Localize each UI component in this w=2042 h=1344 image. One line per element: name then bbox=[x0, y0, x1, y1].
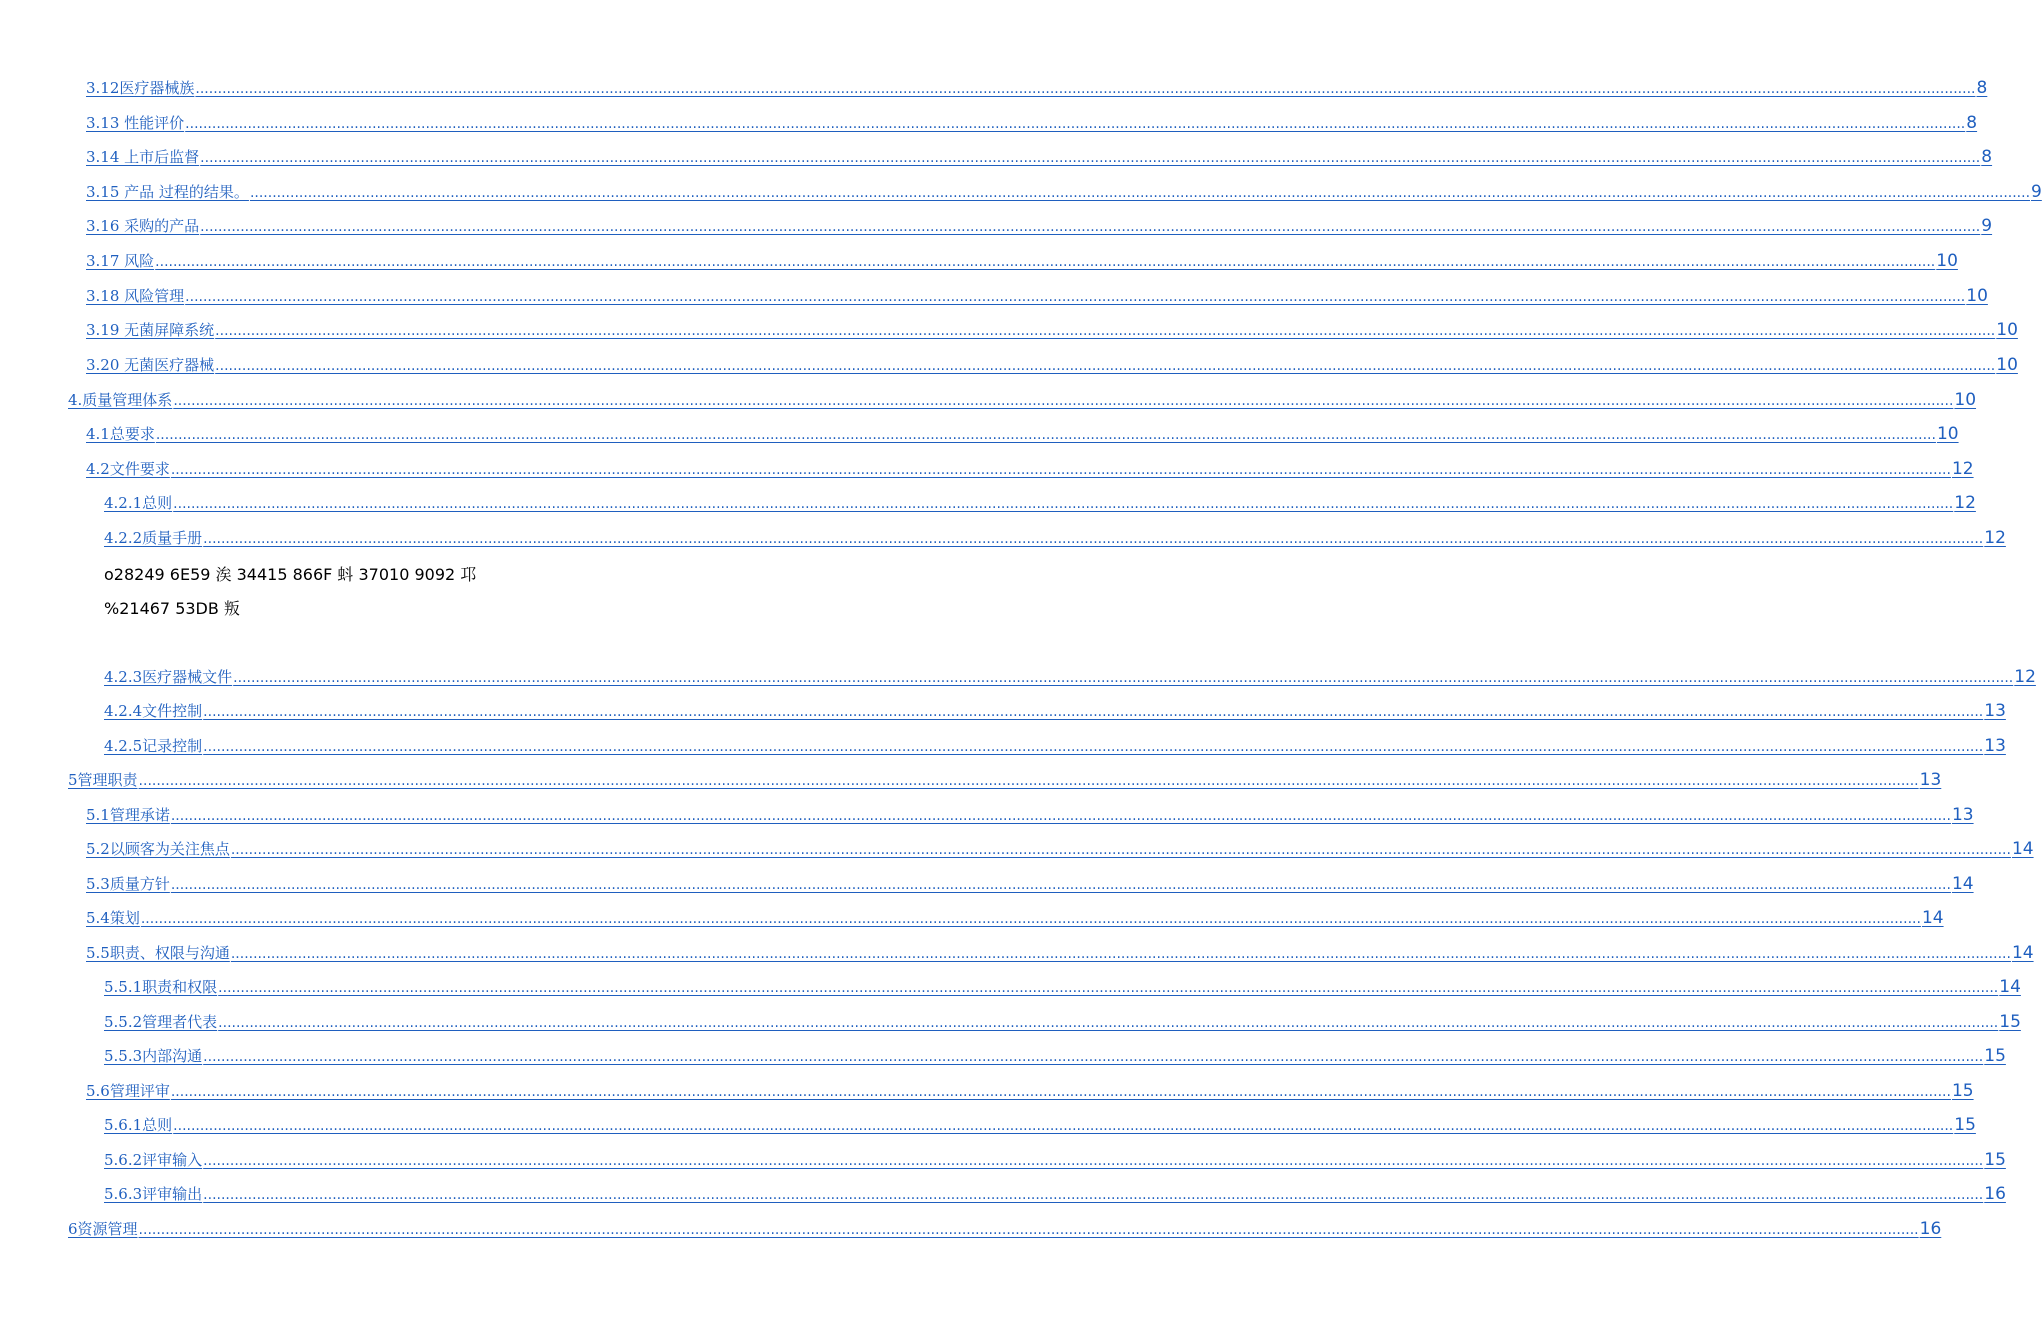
toc-entry-label: 5管理职责 bbox=[68, 771, 138, 789]
toc-entry[interactable] bbox=[68, 389, 1977, 410]
toc-leader-dots: ................................................................................................................................................................................................................................................................................................................................................................................................................ bbox=[215, 323, 1996, 339]
toc-entry[interactable] bbox=[86, 319, 2018, 340]
toc-entry-label: 4.质量管理体系 bbox=[68, 391, 173, 409]
toc-entry[interactable] bbox=[68, 1218, 1942, 1239]
toc-entry[interactable] bbox=[86, 215, 1993, 236]
toc-leader-dots: ................................................................................................................................................................................................................................................................................................................................................................................................................ bbox=[155, 254, 1936, 270]
toc-entry-label: 3.20 无菌医疗器械 bbox=[86, 356, 215, 374]
toc-entry-page-number: 12 bbox=[1951, 459, 1974, 479]
toc-entry-page-number: 10 bbox=[1966, 286, 1988, 306]
toc-entry-page-number: 14 bbox=[1999, 977, 2021, 997]
toc-entry-label: 5.5.2管理者代表 bbox=[104, 1013, 218, 1031]
toc-entry-page-number: 15 bbox=[1954, 1115, 1976, 1135]
toc-entry[interactable] bbox=[104, 700, 2006, 721]
toc-entry[interactable] bbox=[86, 838, 2034, 859]
toc-entry-label: 5.5.3内部沟通 bbox=[104, 1047, 203, 1065]
toc-entry[interactable] bbox=[86, 1080, 1974, 1101]
toc-entry-page-number: 13 bbox=[1919, 770, 1942, 790]
toc-entry-page-number: 16 bbox=[1984, 1184, 2006, 1204]
toc-entry-label: 4.2.5记录控制 bbox=[104, 737, 203, 755]
toc-entry[interactable] bbox=[104, 1114, 1976, 1135]
toc-entry[interactable] bbox=[86, 181, 2042, 202]
toc-entry-label: 3.12医疗器械族 bbox=[86, 79, 195, 97]
toc-entry-page-number: 15 bbox=[1951, 1081, 1974, 1101]
toc-entry-label: 5.5职责、权限与沟通 bbox=[86, 944, 230, 962]
toc-leader-dots: ................................................................................................................................................................................................................................................................................................................................................................................................................ bbox=[203, 1153, 1984, 1169]
toc-entry[interactable] bbox=[86, 250, 1958, 271]
toc-leader-dots: ................................................................................................................................................................................................................................................................................................................................................................................................................ bbox=[203, 1049, 1984, 1065]
toc-entry-label: 4.1总要求 bbox=[86, 425, 155, 443]
toc-leader-dots: ................................................................................................................................................................................................................................................................................................................................................................................................................ bbox=[138, 773, 1919, 789]
toc-entry-label: 3.18 风险管理 bbox=[86, 287, 185, 305]
toc-leader-dots: ................................................................................................................................................................................................................................................................................................................................................................................................................ bbox=[155, 427, 1936, 443]
toc-entry-page-number: 10 bbox=[1954, 390, 1977, 410]
toc-entry[interactable] bbox=[86, 285, 1988, 306]
toc-entry-page-number: 10 bbox=[1996, 320, 2018, 340]
toc-leader-dots: ................................................................................................................................................................................................................................................................................................................................................................................................................ bbox=[233, 670, 2014, 686]
toc-entry[interactable] bbox=[86, 873, 1974, 894]
toc-leader-dots: ................................................................................................................................................................................................................................................................................................................................................................................................................ bbox=[195, 81, 1976, 97]
toc-entry-page-number: 14 bbox=[2011, 943, 2034, 963]
toc-entry-page-number: 13 bbox=[1984, 701, 2006, 721]
garbled-text-line: %21467 53DB 叛 bbox=[104, 599, 240, 618]
toc-entry-page-number: 15 bbox=[1984, 1046, 2006, 1066]
toc-leader-dots: ................................................................................................................................................................................................................................................................................................................................................................................................................ bbox=[203, 1187, 1984, 1203]
toc-leader-dots: ................................................................................................................................................................................................................................................................................................................................................................................................................ bbox=[218, 1015, 1999, 1031]
toc-entry-page-number: 14 bbox=[1951, 874, 1974, 894]
toc-leader-dots: ................................................................................................................................................................................................................................................................................................................................................................................................................ bbox=[185, 116, 1966, 132]
toc-leader-dots: ................................................................................................................................................................................................................................................................................................................................................................................................................ bbox=[170, 462, 1951, 478]
toc-entry-label: 4.2.2质量手册 bbox=[104, 529, 203, 547]
toc-leader-dots: ................................................................................................................................................................................................................................................................................................................................................................................................................ bbox=[185, 289, 1966, 305]
toc-entry-label: 5.6.2评审输入 bbox=[104, 1151, 203, 1169]
toc-entry[interactable] bbox=[86, 423, 1959, 444]
toc-leader-dots: ................................................................................................................................................................................................................................................................................................................................................................................................................ bbox=[203, 531, 1984, 547]
toc-leader-dots: ................................................................................................................................................................................................................................................................................................................................................................................................................ bbox=[203, 739, 1984, 755]
toc-entry-label: 5.6.3评审输出 bbox=[104, 1185, 203, 1203]
toc-entry-label: 4.2.4文件控制 bbox=[104, 702, 203, 720]
toc-leader-dots: ................................................................................................................................................................................................................................................................................................................................................................................................................ bbox=[218, 980, 1999, 996]
toc-entry[interactable] bbox=[104, 976, 2021, 997]
toc-entry-label: 5.3质量方针 bbox=[86, 875, 170, 893]
toc-leader-dots: ................................................................................................................................................................................................................................................................................................................................................................................................................ bbox=[173, 1118, 1954, 1134]
toc-entry[interactable] bbox=[104, 1011, 2021, 1032]
toc-entry-label: 5.6管理评审 bbox=[86, 1082, 170, 1100]
toc-leader-dots: ................................................................................................................................................................................................................................................................................................................................................................................................................ bbox=[215, 358, 1996, 374]
toc-entry-label: 5.6.1总则 bbox=[104, 1116, 173, 1134]
toc-entry-label: 6资源管理 bbox=[68, 1220, 138, 1238]
toc-entry-page-number: 15 bbox=[1984, 1150, 2006, 1170]
toc-entry[interactable] bbox=[104, 492, 1976, 513]
toc-entry-page-number: 9 bbox=[1981, 216, 1993, 236]
toc-entry-page-number: 9 bbox=[2031, 182, 2042, 202]
toc-entry-page-number: 10 bbox=[1936, 251, 1958, 271]
toc-entry-label: 5.1管理承诺 bbox=[86, 806, 170, 824]
toc-leader-dots: ................................................................................................................................................................................................................................................................................................................................................................................................................ bbox=[249, 185, 2031, 201]
toc-entry-page-number: 12 bbox=[1984, 528, 2006, 548]
toc-entry[interactable] bbox=[104, 735, 2006, 756]
toc-entry-page-number: 8 bbox=[1976, 78, 1988, 98]
toc-entry-page-number: 10 bbox=[1936, 424, 1959, 444]
toc-entry-label: 3.16 采购的产品 bbox=[86, 217, 200, 235]
toc-entry[interactable] bbox=[86, 112, 1978, 133]
toc-entry-page-number: 13 bbox=[1984, 736, 2006, 756]
toc-entry-page-number: 8 bbox=[1981, 147, 1993, 167]
toc-entry[interactable] bbox=[104, 1045, 2006, 1066]
toc-entry-label: 4.2.1总则 bbox=[104, 494, 173, 512]
toc-entry-page-number: 13 bbox=[1951, 805, 1974, 825]
garbled-text-line: o28249 6E59 涘 34415 866F 蚪 37010 9092 邛 bbox=[104, 565, 477, 584]
toc-entry-label: 4.2文件要求 bbox=[86, 460, 170, 478]
toc-entry-label: 3.19 无菌屏障系统 bbox=[86, 321, 215, 339]
toc-entry[interactable] bbox=[86, 354, 2018, 375]
toc-entry[interactable] bbox=[86, 146, 1993, 167]
toc-entry-label: 3.15 产品 过程的结果。 bbox=[86, 183, 249, 201]
toc-leader-dots: ................................................................................................................................................................................................................................................................................................................................................................................................................ bbox=[173, 393, 1954, 409]
toc-leader-dots: ................................................................................................................................................................................................................................................................................................................................................................................................................ bbox=[170, 1084, 1951, 1100]
toc-entry-label: 5.4策划 bbox=[86, 909, 140, 927]
toc-entry-page-number: 15 bbox=[1999, 1012, 2021, 1032]
toc-leader-dots: ................................................................................................................................................................................................................................................................................................................................................................................................................ bbox=[170, 877, 1951, 893]
toc-leader-dots: ................................................................................................................................................................................................................................................................................................................................................................................................................ bbox=[138, 1222, 1919, 1238]
toc-leader-dots: ................................................................................................................................................................................................................................................................................................................................................................................................................ bbox=[200, 150, 1981, 166]
toc-entry[interactable] bbox=[86, 77, 1988, 98]
toc-entry-label: 3.14 上市后监督 bbox=[86, 148, 200, 166]
toc-entry-label: 3.13 性能评价 bbox=[86, 114, 185, 132]
toc-entry[interactable] bbox=[104, 666, 2036, 687]
toc-entry[interactable] bbox=[104, 1183, 2006, 1204]
toc-leader-dots: ................................................................................................................................................................................................................................................................................................................................................................................................................ bbox=[230, 946, 2011, 962]
toc-entry-label: 5.2以顾客为关注焦点 bbox=[86, 840, 230, 858]
toc-entry-page-number: 12 bbox=[1954, 493, 1976, 513]
toc-entry[interactable] bbox=[86, 907, 1944, 928]
toc-leader-dots: ................................................................................................................................................................................................................................................................................................................................................................................................................ bbox=[173, 496, 1954, 512]
toc-entry[interactable] bbox=[86, 942, 2034, 963]
toc-entry-label: 5.5.1职责和权限 bbox=[104, 978, 218, 996]
toc-entry-label: 4.2.3医疗器械文件 bbox=[104, 668, 233, 686]
toc-leader-dots: ................................................................................................................................................................................................................................................................................................................................................................................................................ bbox=[200, 219, 1981, 235]
toc-entry-page-number: 16 bbox=[1919, 1219, 1942, 1239]
toc-leader-dots: ................................................................................................................................................................................................................................................................................................................................................................................................................ bbox=[230, 842, 2011, 858]
toc-leader-dots: ................................................................................................................................................................................................................................................................................................................................................................................................................ bbox=[203, 704, 1984, 720]
toc-entry[interactable] bbox=[104, 1149, 2006, 1170]
toc-entry-page-number: 12 bbox=[2014, 667, 2036, 687]
toc-entry-label: 3.17 风险 bbox=[86, 252, 155, 270]
toc-entry[interactable] bbox=[86, 804, 1974, 825]
toc-entry-page-number: 14 bbox=[2011, 839, 2034, 859]
toc-leader-dots: ................................................................................................................................................................................................................................................................................................................................................................................................................ bbox=[170, 808, 1951, 824]
toc-entry[interactable] bbox=[104, 527, 2006, 548]
toc-entry[interactable] bbox=[68, 769, 1942, 790]
toc-entry[interactable] bbox=[86, 458, 1974, 479]
toc-entry-page-number: 10 bbox=[1996, 355, 2018, 375]
toc-leader-dots: ................................................................................................................................................................................................................................................................................................................................................................................................................ bbox=[140, 911, 1921, 927]
toc-entry-page-number: 8 bbox=[1966, 113, 1978, 133]
toc-entry-page-number: 14 bbox=[1921, 908, 1944, 928]
